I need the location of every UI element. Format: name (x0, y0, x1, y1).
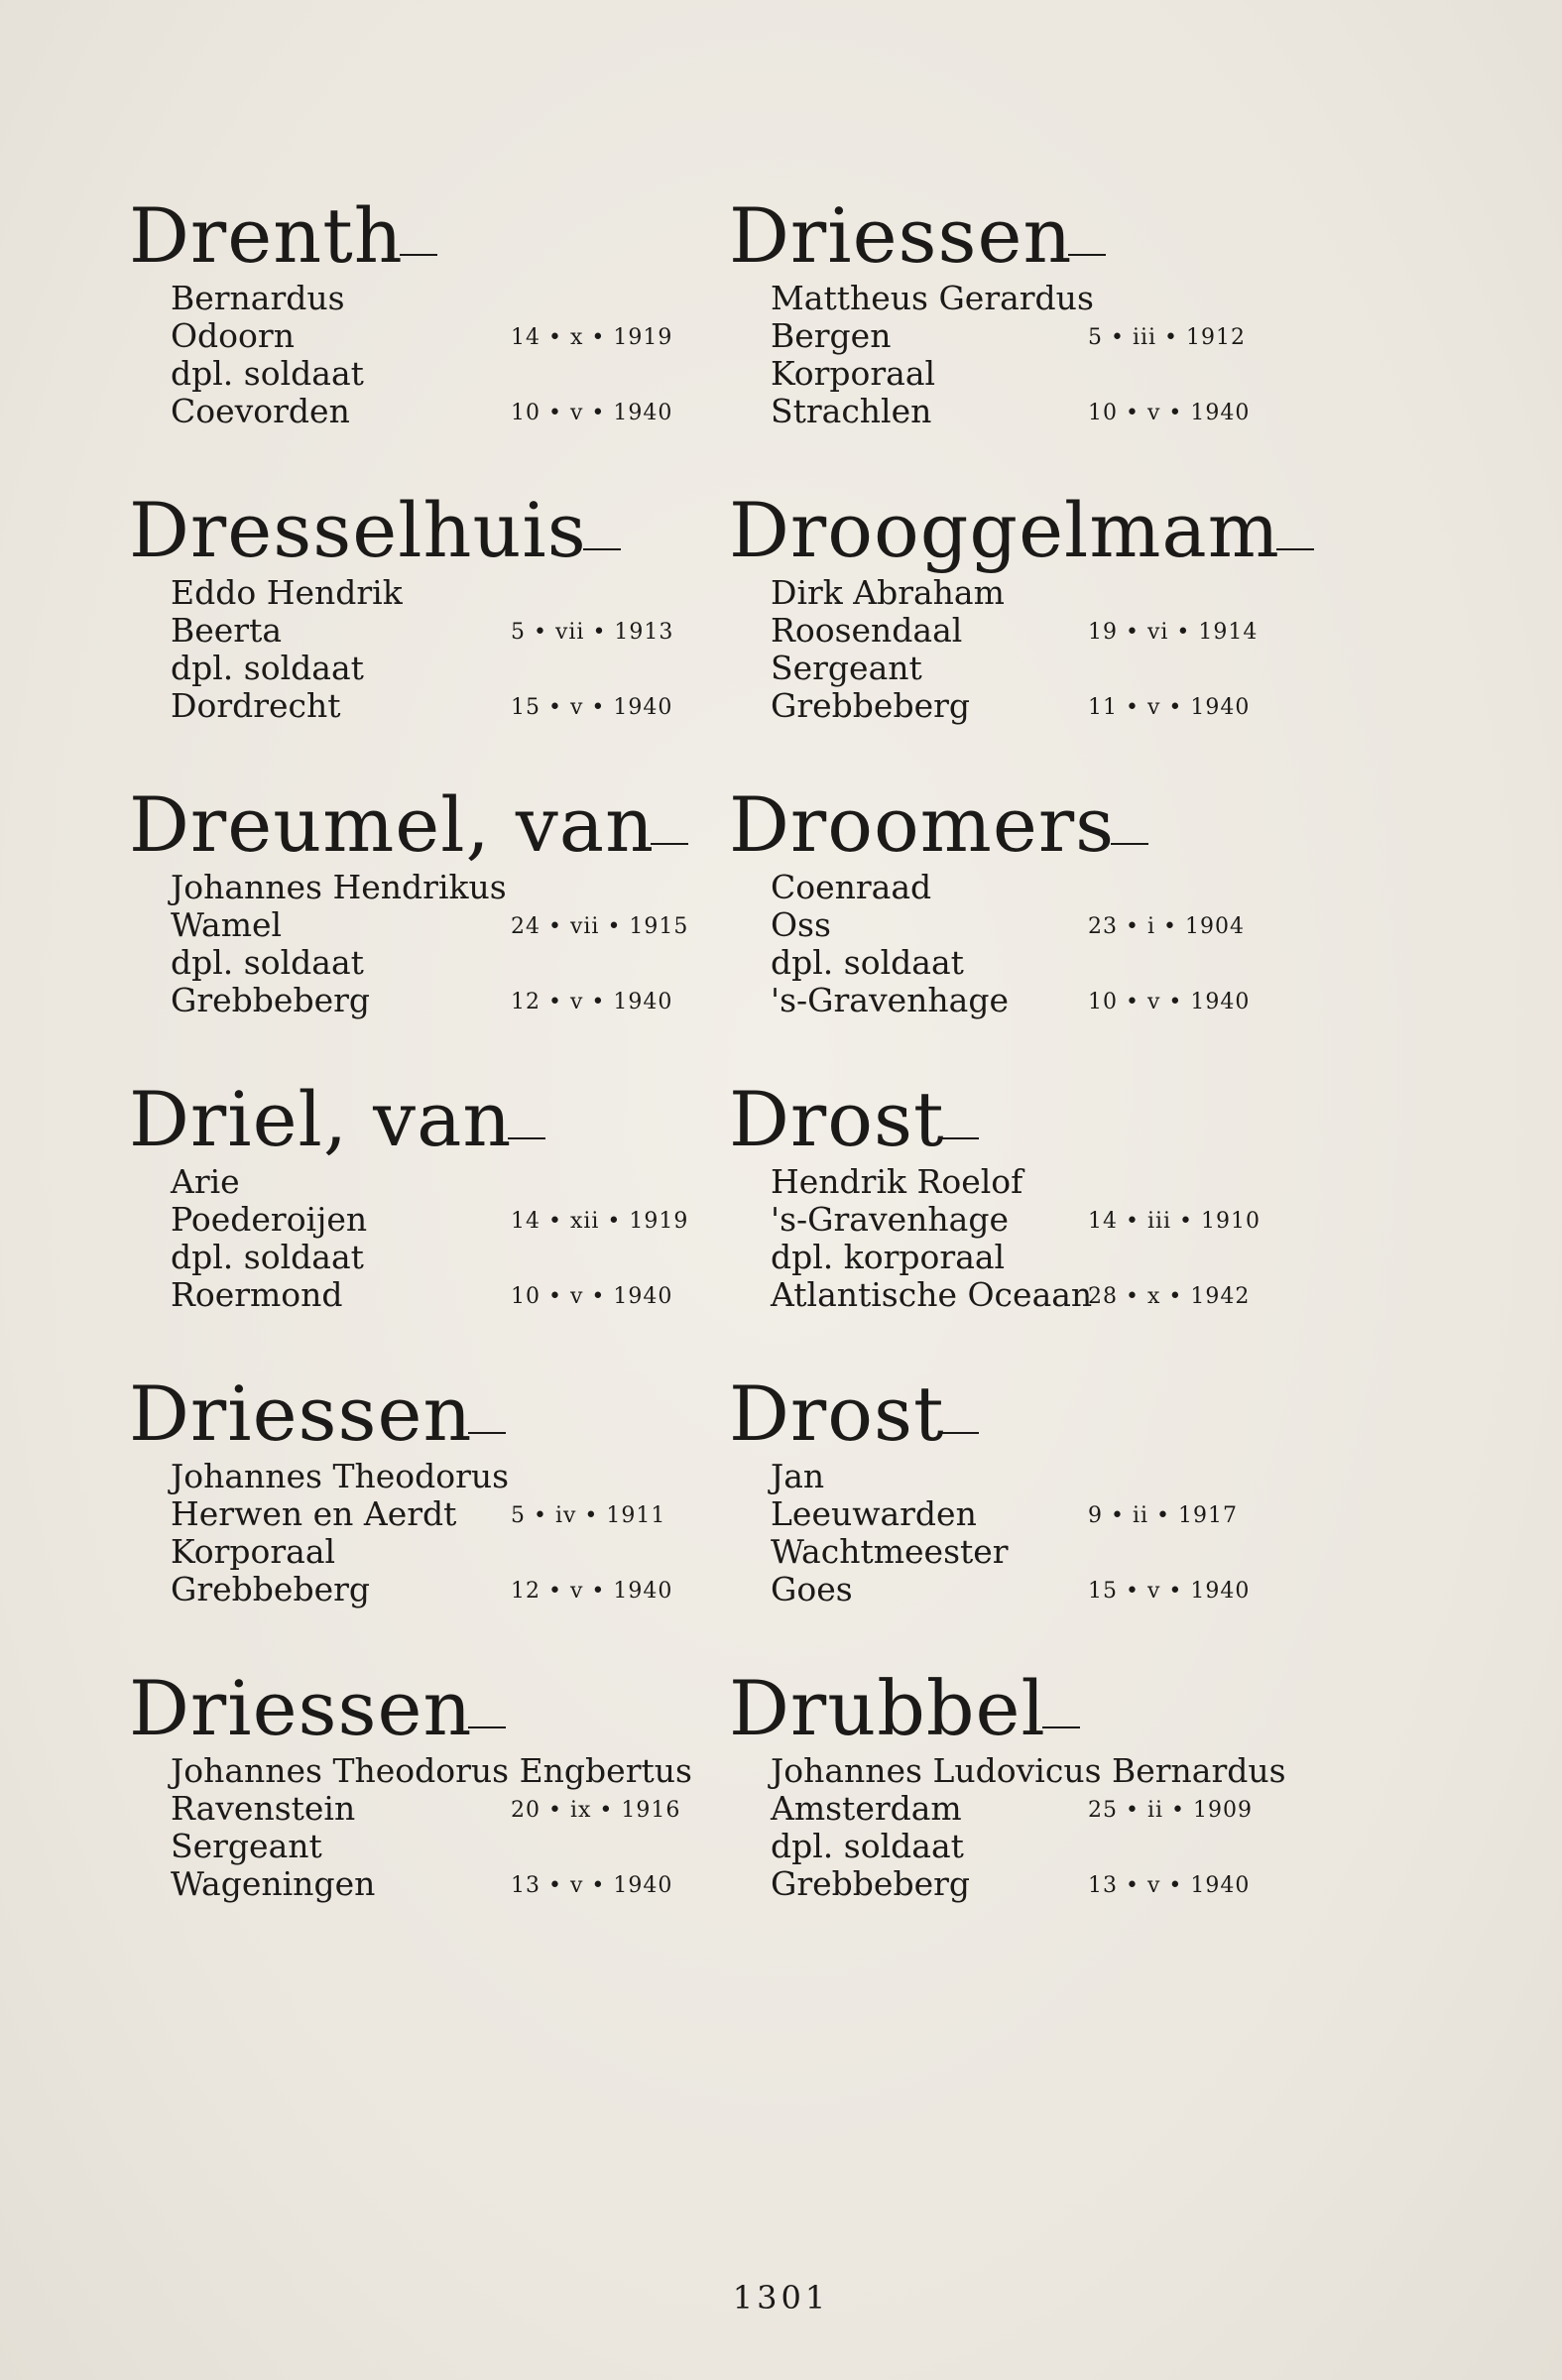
death-date: 28 • x • 1942 (1088, 1284, 1251, 1309)
surname-heading: Driel, van (129, 1082, 744, 1157)
rank: dpl. soldaat (171, 649, 364, 687)
death-date: 12 • v • 1940 (511, 1579, 673, 1604)
birth-date: 14 • xii • 1919 (511, 1209, 689, 1234)
death-date: 10 • v • 1940 (1088, 401, 1251, 425)
birthplace: 's-Gravenhage (771, 1200, 1009, 1239)
surname-heading: Driessen (129, 1376, 744, 1452)
memorial-entry (729, 780, 1344, 1082)
birth-date: 23 • i • 1904 (1088, 914, 1245, 939)
death-date: 12 • v • 1940 (511, 990, 673, 1014)
birthplace: Leeuwarden (771, 1494, 977, 1533)
memorial-entry (729, 1664, 1344, 1965)
death-line (729, 1571, 1344, 1608)
birth-line (729, 317, 1344, 355)
memorial-entry (129, 1369, 744, 1671)
rank: dpl. soldaat (171, 1238, 364, 1276)
birth-date: 5 • iv • 1911 (511, 1503, 666, 1528)
given-names: Johannes Theodorus Engbertus (171, 1751, 692, 1790)
surname-heading: Droomers (729, 787, 1344, 863)
given-names: Jan (771, 1457, 825, 1495)
death-line (129, 687, 744, 725)
death-line (729, 1276, 1344, 1314)
death-date: 13 • v • 1940 (511, 1873, 673, 1898)
birth-line (729, 1790, 1344, 1828)
given-names: Eddo Hendrik (171, 573, 403, 612)
death-place: Grebbeberg (771, 1864, 970, 1903)
rank: dpl. soldaat (771, 943, 964, 982)
birth-line (729, 1495, 1344, 1533)
death-place: Roermond (171, 1275, 343, 1314)
birth-line (129, 1790, 744, 1828)
birth-line (129, 1495, 744, 1533)
surname-heading: Drenth (129, 198, 744, 274)
death-place: Coevorden (171, 392, 350, 430)
surname-heading: Driessen (129, 1671, 744, 1746)
birth-date: 19 • vi • 1914 (1088, 620, 1259, 645)
birth-date: 14 • x • 1919 (511, 325, 673, 350)
memorial-entry (129, 780, 744, 1082)
memorial-entry (729, 1369, 1344, 1671)
given-names: Hendrik Roelof (771, 1162, 1023, 1201)
surname-heading: Drubbel (729, 1671, 1344, 1746)
birth-date: 5 • iii • 1912 (1088, 325, 1247, 350)
birthplace: Amsterdam (771, 1789, 962, 1828)
birth-line (129, 317, 744, 355)
death-date: 15 • v • 1940 (511, 695, 673, 720)
death-date: 10 • v • 1940 (511, 1284, 673, 1309)
death-line (129, 982, 744, 1019)
death-line (129, 1865, 744, 1903)
death-line (729, 687, 1344, 725)
given-names: Johannes Theodorus (171, 1457, 510, 1495)
rank: Wachtmeester (771, 1532, 1009, 1571)
birth-date: 14 • iii • 1910 (1088, 1209, 1262, 1234)
surname-heading: Dreumel, van (129, 787, 744, 863)
death-place: Grebbeberg (171, 1570, 370, 1608)
given-names: Johannes Hendrikus (171, 868, 507, 906)
left-column (129, 191, 744, 1965)
death-place: Grebbeberg (171, 981, 370, 1019)
rank: dpl. soldaat (171, 354, 364, 393)
rank: Sergeant (771, 649, 922, 687)
death-line (729, 982, 1344, 1019)
birthplace: Herwen en Aerdt (171, 1494, 457, 1533)
death-place: Dordrecht (171, 686, 341, 725)
right-column (729, 191, 1344, 1965)
given-names: Arie (171, 1162, 240, 1201)
death-place: Grebbeberg (771, 686, 970, 725)
death-line (129, 1571, 744, 1608)
birth-line (129, 906, 744, 944)
death-date: 10 • v • 1940 (1088, 990, 1251, 1014)
rank: dpl. korporaal (771, 1238, 1006, 1276)
given-names: Bernardus (171, 279, 345, 317)
death-date: 15 • v • 1940 (1088, 1579, 1251, 1604)
surname-heading: Drooggelmam (729, 493, 1344, 568)
memorial-entry (729, 486, 1344, 787)
death-line (129, 393, 744, 430)
birthplace: Wamel (171, 905, 283, 944)
given-names: Johannes Ludovicus Bernardus (771, 1751, 1286, 1790)
birth-line (129, 1201, 744, 1239)
memorial-entry (129, 191, 744, 493)
surname-heading: Drost (729, 1376, 1344, 1452)
surname-heading: Drost (729, 1082, 1344, 1157)
rank: Sergeant (171, 1827, 322, 1865)
death-place: Wageningen (171, 1864, 376, 1903)
birth-date: 5 • vii • 1913 (511, 620, 674, 645)
memorial-entry (729, 1075, 1344, 1376)
birth-line (729, 906, 1344, 944)
death-place: Goes (771, 1570, 853, 1608)
given-names: Dirk Abraham (771, 573, 1005, 612)
death-place: 's-Gravenhage (771, 981, 1009, 1019)
death-line (729, 1865, 1344, 1903)
birthplace: Bergen (771, 316, 892, 355)
birth-date: 9 • ii • 1917 (1088, 1503, 1238, 1528)
memorial-entry (129, 1075, 744, 1376)
birthplace: Oss (771, 905, 831, 944)
birth-date: 24 • vii • 1915 (511, 914, 689, 939)
death-place: Atlantische Oceaan (771, 1275, 1093, 1314)
given-names: Mattheus Gerardus (771, 279, 1094, 317)
death-line (729, 393, 1344, 430)
memorial-entry (129, 486, 744, 787)
surname-heading: Dresselhuis (129, 493, 744, 568)
surname-heading: Driessen (729, 198, 1344, 274)
death-date: 10 • v • 1940 (511, 401, 673, 425)
memorial-entry (129, 1664, 744, 1965)
birth-date: 25 • ii • 1909 (1088, 1798, 1253, 1823)
death-line (129, 1276, 744, 1314)
birth-line (729, 1201, 1344, 1239)
birth-line (729, 612, 1344, 650)
rank: dpl. soldaat (171, 943, 364, 982)
death-place: Strachlen (771, 392, 932, 430)
birth-line (129, 612, 744, 650)
birthplace: Beerta (171, 611, 283, 650)
death-date: 13 • v • 1940 (1088, 1873, 1251, 1898)
given-names: Coenraad (771, 868, 932, 906)
birthplace: Poederoijen (171, 1200, 368, 1239)
birthplace: Odoorn (171, 316, 295, 355)
birthplace: Roosendaal (771, 611, 963, 650)
birth-date: 20 • ix • 1916 (511, 1798, 681, 1823)
birthplace: Ravenstein (171, 1789, 356, 1828)
death-date: 11 • v • 1940 (1088, 695, 1251, 720)
rank: dpl. soldaat (771, 1827, 964, 1865)
page-number: 1301 (732, 2279, 830, 2317)
rank: Korporaal (171, 1532, 336, 1571)
rank: Korporaal (771, 354, 936, 393)
memorial-entry (729, 191, 1344, 493)
